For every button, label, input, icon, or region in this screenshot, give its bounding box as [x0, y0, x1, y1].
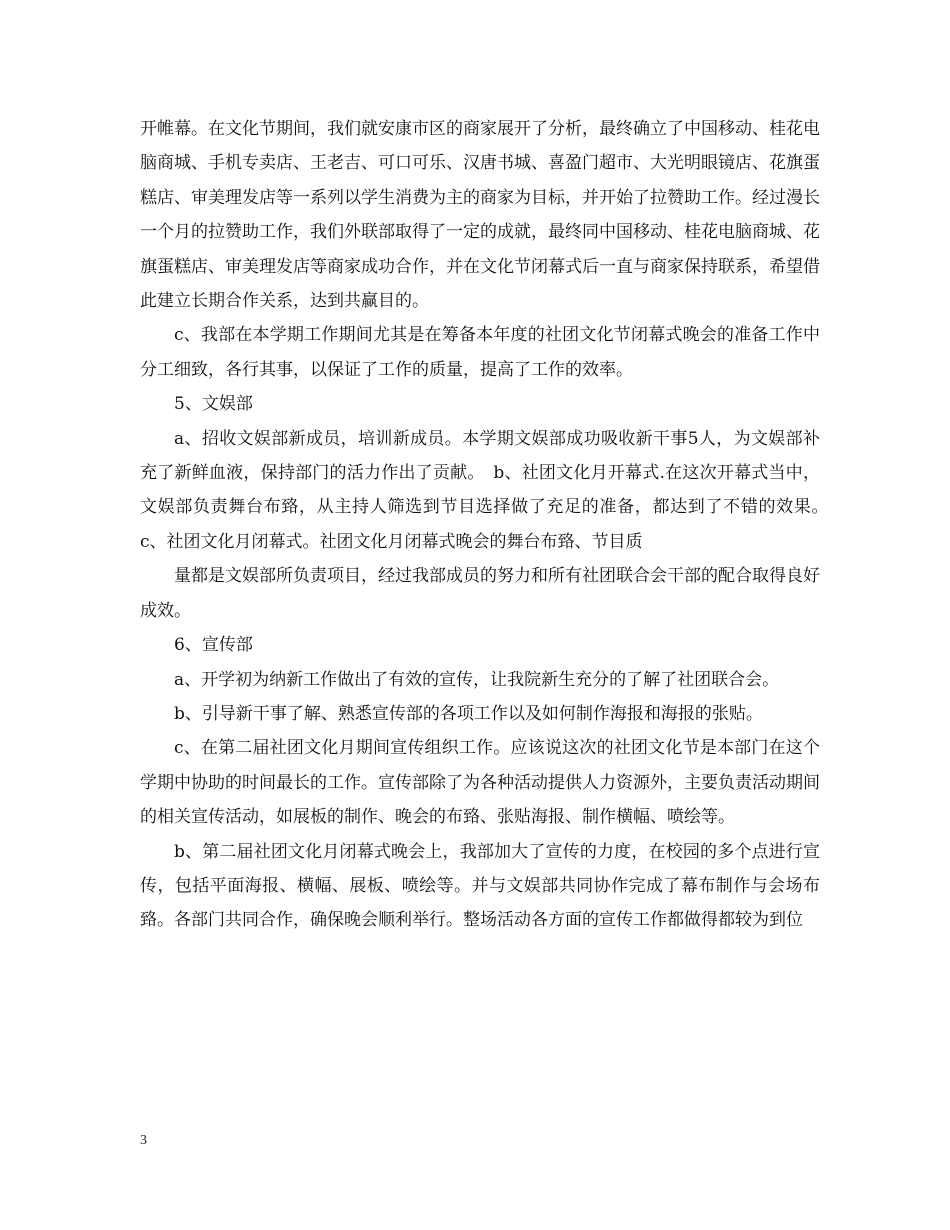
section-heading: 5、文娱部 — [174, 394, 253, 415]
paragraph: a、开学初为纳新工作做出了有效的宣传，让我院新生充分的了解了社团联合会。 — [174, 669, 780, 690]
page-number: 3 — [140, 1133, 147, 1148]
document-body — [140, 112, 837, 938]
section-heading: 6、宣传部 — [174, 635, 253, 656]
paragraph: c、我部在本学期工作期间尤其是在筹备本年度的社团文化节闭幕式晚会的准备工作中分工细致，各行其事，以保证了工作的质量，提高了工作的效率。 — [140, 325, 820, 380]
paragraph: 开帷幕。在文化节期间，我们就安康市区的商家展开了分析，最终确立了中国移动、桂花电脑商城、手机专卖店、王老吉、可口可乐、汉唐书城、喜盈门超市、大光明眼镜店、花旗蛋糕店、审美理发店等一系列以学生消费为主的商家为目标，并开始了拉赞助工作。经过漫长一个月的拉赞助工作，我们外联部取得了一定的成就，最终同中国移动、桂花电脑商城、花旗蛋糕店、审美理发店等商家成功合作，并在文化节闭幕式后一直与商家保持联系，希望借此建立长期合作关系，达到共赢目的。 — [140, 119, 820, 312]
paragraph: 量都是文娱部所负责项目，经过我部成员的努力和所有社团联合会干部的配合取得良好成效。 — [140, 566, 820, 621]
paragraph: b、引导新干事了解、熟悉宣传部的各项工作以及如何制作海报和海报的张贴。 — [174, 703, 763, 724]
paragraph: a、招收文娱部新成员，培训新成员。本学期文娱部成功吸收新干事5人，为文娱部补充了新鲜血液，保持部门的活力作出了贡献。 b、社团文化月开幕式.在这次开幕式当中，文娱部负责舞台布臵，从主持人筛选到节目选择做了充足的准备，都达到了不错的效果。 c、社团文化月闭幕式。社团文化月闭幕式晚会的舞台布臵、节目质 — [140, 428, 837, 552]
paragraph: c、在第二届社团文化月期间宣传组织工作。应该说这次的社团文化节是本部门在这个学期中协助的时间最长的工作。宣传部除了为各种活动提供人力资源外，主要负责活动期间的相关宣传活动，如展板的制作、晚会的布臵、张贴海报、制作横幅、喷绘等。 — [140, 738, 820, 828]
paragraph: b、第二届社团文化月闭幕式晚会上，我部加大了宣传的力度，在校园的多个点进行宣传，包括平面海报、横幅、展板、喷绘等。并与文娱部共同协作完成了幕布制作与会场布臵。各部门共同合作，确保晚会顺利举行。整场活动各方面的宣传工作都做得都较为到位 — [140, 841, 820, 931]
